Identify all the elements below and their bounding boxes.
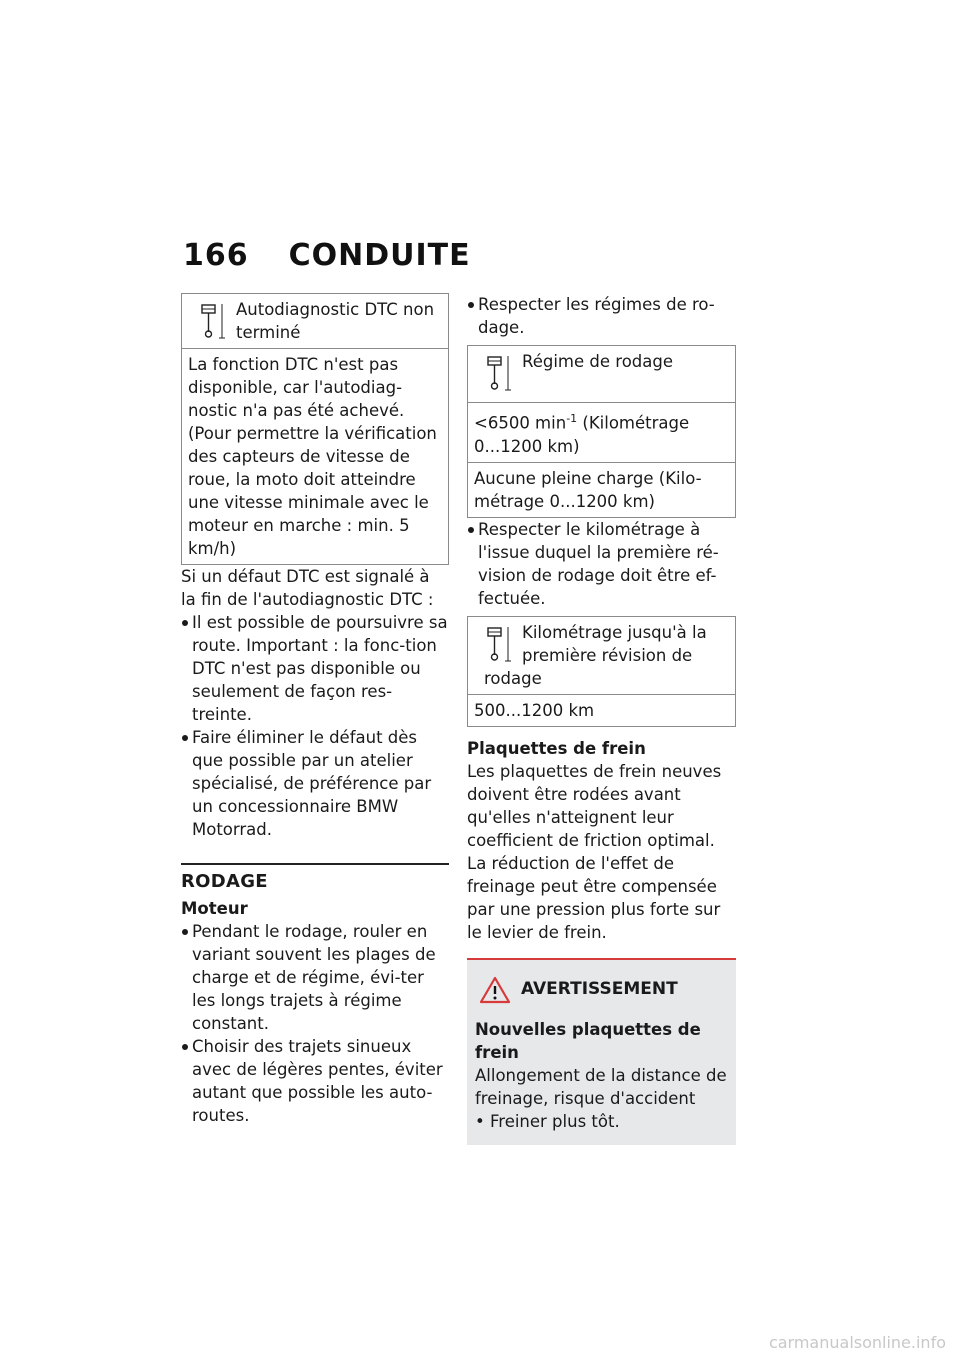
rpm-box-header xyxy=(468,346,735,402)
list-item: Faire éliminer le défaut dès que possible par un atelier spécialisé, de préférence par un concessionnaire BMW Motorrad. xyxy=(181,726,449,841)
warning-box xyxy=(467,958,736,1145)
list-item: Il est possible de poursuivre sa route. Important : la fonc-tion DTC n'est pas disponible ou seulement de façon res-treinte. xyxy=(181,611,449,726)
dtc-box-title: Autodiagnostic DTC non terminé xyxy=(236,300,435,342)
subsection-title-moteur: Moteur xyxy=(181,899,248,918)
km-box-value: 500...1200 km xyxy=(468,694,735,726)
watermark: carmanualsonline.info xyxy=(768,1333,946,1352)
km-box-header xyxy=(468,617,735,694)
km-bullet-list xyxy=(467,518,736,610)
chapter-title: CONDUITE xyxy=(288,238,471,273)
km-box-title: Kilométrage jusqu'à la première révision de rodage xyxy=(484,622,707,688)
list-item: Respecter le kilométrage à l'issue duquel la première ré-vision de rodage doit être ef-fectuée. xyxy=(467,518,736,610)
rpm-box-title: Régime de rodage xyxy=(522,352,673,371)
rpm-box-row xyxy=(468,402,735,462)
rpm-info-box xyxy=(467,345,736,518)
engine-piston-icon xyxy=(484,354,514,394)
dtc-box-body: La fonction DTC n'est pas disponible, car l'autodiag-nostic n'a pas été achevé. (Pour permettre la vérification des capteurs de vitesse de roue, la moto doit atteindre une vitesse minimale avec le moteur en marche : min. 5 km/h) xyxy=(182,348,448,564)
warning-label: AVERTISSEMENT xyxy=(521,979,678,999)
left-column xyxy=(181,293,449,1127)
brake-pads-text: Les plaquettes de frein neuves doivent être rodées avant qu'elles n'atteignent leur coefficient de friction optimal. La réduction de l'effet de freinage peut être compensée par une pression plus forte sur le levier de frein. xyxy=(467,761,722,942)
engine-piston-icon xyxy=(198,302,228,342)
fault-text: Si un défaut DTC est signalé à la fin de l'autodiagnostic DTC : xyxy=(181,567,434,609)
warning-header xyxy=(475,976,728,1004)
dtc-box-header xyxy=(182,294,448,348)
warning-text: Allongement de la distance de freinage, risque d'accident xyxy=(475,1065,727,1108)
dtc-info-box xyxy=(181,293,449,565)
rpm-mileage-range: (Kilométrage 0...1200 km) xyxy=(474,413,690,456)
list-item: Pendant le rodage, rouler en variant souvent les plages de charge et de régime, évi-ter les longs trajets à régime constant. xyxy=(181,920,449,1035)
fault-list xyxy=(181,611,449,841)
rpm-value: <6500 min xyxy=(474,413,567,433)
page-header xyxy=(183,238,743,282)
rpm-bullet-list xyxy=(467,293,736,339)
engine-list xyxy=(181,920,449,1127)
list-item: Choisir des trajets sinueux avec de légères pentes, éviter autant que possible les auto-routes. xyxy=(181,1035,449,1127)
rpm-box-row: Aucune pleine charge (Kilo-métrage 0...1200 km) xyxy=(468,462,735,517)
list-item: Respecter les régimes de ro-dage. xyxy=(467,293,736,339)
warning-subtitle: Nouvelles plaquettes de frein xyxy=(475,1019,701,1062)
km-info-box xyxy=(467,616,736,727)
section-divider xyxy=(181,863,449,865)
brake-pads-title: Plaquettes de frein xyxy=(467,738,646,758)
right-column xyxy=(467,293,736,1145)
warning-triangle-icon xyxy=(479,976,511,1004)
rpm-unit-exponent: -1 xyxy=(566,412,578,425)
page-number: 166 xyxy=(183,238,249,273)
warning-action: • Freiner plus tôt. xyxy=(475,1111,620,1131)
engine-piston-icon xyxy=(484,625,514,665)
section-title-rodage: RODAGE xyxy=(181,871,268,892)
